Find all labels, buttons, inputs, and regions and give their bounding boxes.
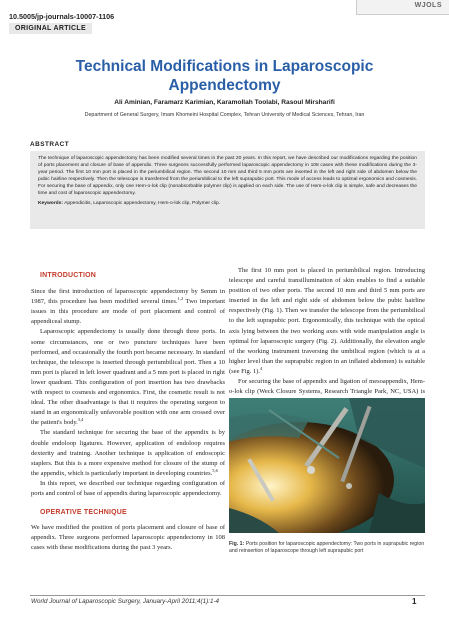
introduction-heading: INTRODUCTION [40, 272, 97, 279]
abstract-text: The technique of laparoscopic appendectomy has been modified several times in the past 20 years. In this report, we have described our modifications regarding the position of ports placement and closure of base of appendix. Three surgeons successfully performed laparoscopic appendectomy in 108 cases with these modifications during the 3-year period. The first 10 mm port is placed in the periumbilical region. The second 10 mm and third 5 mm ports are inserted in the left and right side of abdomen below the pubic hairline respectively. Then the telescope is transferred from the periumbilical to the left suprapubic port. This mode of access leads to optimal ergonomics and cosmesis. For securing the base of appendix, only one Hem-o-lok clip (nonabsorbable polymer clip) is applied on each side. The use of Hem-o-lok clip is simple, safe and decreases the time and cost of laparoscopic appendectomy. [38, 156, 417, 197]
right-paragraph-2: For securing the base of appendix and ligation of mesoappendix, Hem-o-lok clip (Weck Closure Systems, Research Triangle Park, NC, USA) is [229, 378, 425, 396]
title-line-1: Technical Modifications in Laparoscopic [75, 58, 374, 75]
page-number: 1 [412, 597, 417, 606]
intro-paragraph-3 [31, 428, 225, 478]
authors: Ali Aminian, Faramarz Karimian, Karamollah Toolabi, Rasoul Mirsharifi [114, 99, 335, 106]
journal-tab [356, 0, 449, 15]
journal-abbreviation: WJOLS [414, 2, 442, 9]
right-column [229, 266, 425, 407]
ref-3-4: 3,4 [77, 417, 84, 423]
intro-p2-text: Laparoscopic appendectomy is usually done through three ports. In some circumstances, one or two puncture techniques have been performed, and occasionally the fourth port became necessary. In standard technique, the telescope is inserted through periumbilical port. Then a 10 mm port is placed in left lower quadrant and a 5 mm port is placed in right lower quadrant. This configuration of port insertion has two drawbacks with respect to cosmesis and ergonomics. First, the cosmetic result is not ideal. The other disadvantage is that it requires the operating surgeon to stand in an ergonomically unfavorable position with one arm crossed over the patient's body. [31, 328, 225, 427]
abstract-box [30, 151, 425, 229]
title-line-2: Appendectomy [168, 77, 281, 94]
keywords-list: Appendicitis, Laparoscopic appendectomy, Hem-o-lok clip, Polymer clip. [64, 200, 221, 206]
ref-5-6: 5,6 [212, 467, 218, 473]
intro-paragraph-4: In this report, we described our technique regarding configuration of ports and control of base of appendix during laparoscopic appendectomy. [31, 479, 225, 497]
figure-1-photo [229, 398, 425, 533]
left-column [31, 271, 225, 553]
right-p1-text: The first 10 mm port is placed in periumbilical region. Introducing telescope and careful transillumination of skin enables to find a suitable position of two other ports. The second 10 mm and third 5 mm ports are inserted in the left and right side of abdomen below the pubic hairline respectively (Fig. 1). Then we transfer the telescope from the periumbilical to the left suprapubic port. Ergonomically, this technique with the optical axis lying between the two working axes with wide manipulation angle is optimal for laparoscopic surgery (Fig. 2). Additionally, the elevation angle of the working instrument traversing the umbilical region (which is at a higher level than the suprapubic region in an inflated abdomen) is suitable (see Fig. 1). [229, 267, 425, 375]
intro-p3-text: The standard technique for securing the base of the appendix is by double endoloop ligatures. However, application of endoloop requires dexterity and training. Another technique is application of endoscopic staplers. But this is a more expensive method for closure of the stump of the appendix, which is particularly important in developing countries. [31, 429, 225, 477]
intro-p1-text: Since the first introduction of laparoscopic appendectomy by Semm in 1987, this procedure has been modified several times. [31, 288, 225, 306]
intro-p1-end: Two important issues in this procedure are mode of port placement and control of appendiceal stump. [31, 298, 225, 326]
ref-1-2: 1,2 [177, 296, 184, 302]
section-label: ORIGINAL ARTICLE [9, 23, 92, 34]
article-title [0, 57, 449, 95]
abstract-keywords [38, 200, 417, 207]
footer-divider [30, 595, 425, 596]
surgical-photo-illustration [229, 398, 425, 533]
ref-4: 4 [260, 365, 263, 371]
intro-paragraph-2 [31, 327, 225, 428]
doi: 10.5005/jp-journals-10007-1106 [9, 12, 115, 21]
operative-paragraph-1: We have modified the position of ports placement and closure of base of appendix. Three surgeons performed laparoscopic appendectomy in 108 cases with these modifications during the past 3 years. [31, 524, 225, 552]
figure-1-label: Fig. 1: [229, 541, 245, 547]
figure-1-caption-text: Ports position for laparoscopic appendectomy: Two ports in suprapubic region and reinsertion of laparoscope through left suprapubic port [229, 541, 425, 555]
footer-citation: World Journal of Laparoscopic Surgery, January-April 2011;4(1):1-4 [31, 598, 220, 605]
keywords-label: Keywords: [38, 200, 64, 206]
operative-technique-heading: OPERATIVE TECHNIQUE [40, 509, 127, 517]
figure-1-caption [229, 541, 425, 555]
right-paragraph-1 [229, 266, 425, 377]
abstract-heading: ABSTRACT [30, 141, 70, 148]
intro-paragraph-1 [31, 287, 225, 327]
affiliation: Department of General Surgery, Imam Khomeini Hospital Complex, Tehran University of Medical Sciences, Tehran, Iran [84, 112, 365, 118]
